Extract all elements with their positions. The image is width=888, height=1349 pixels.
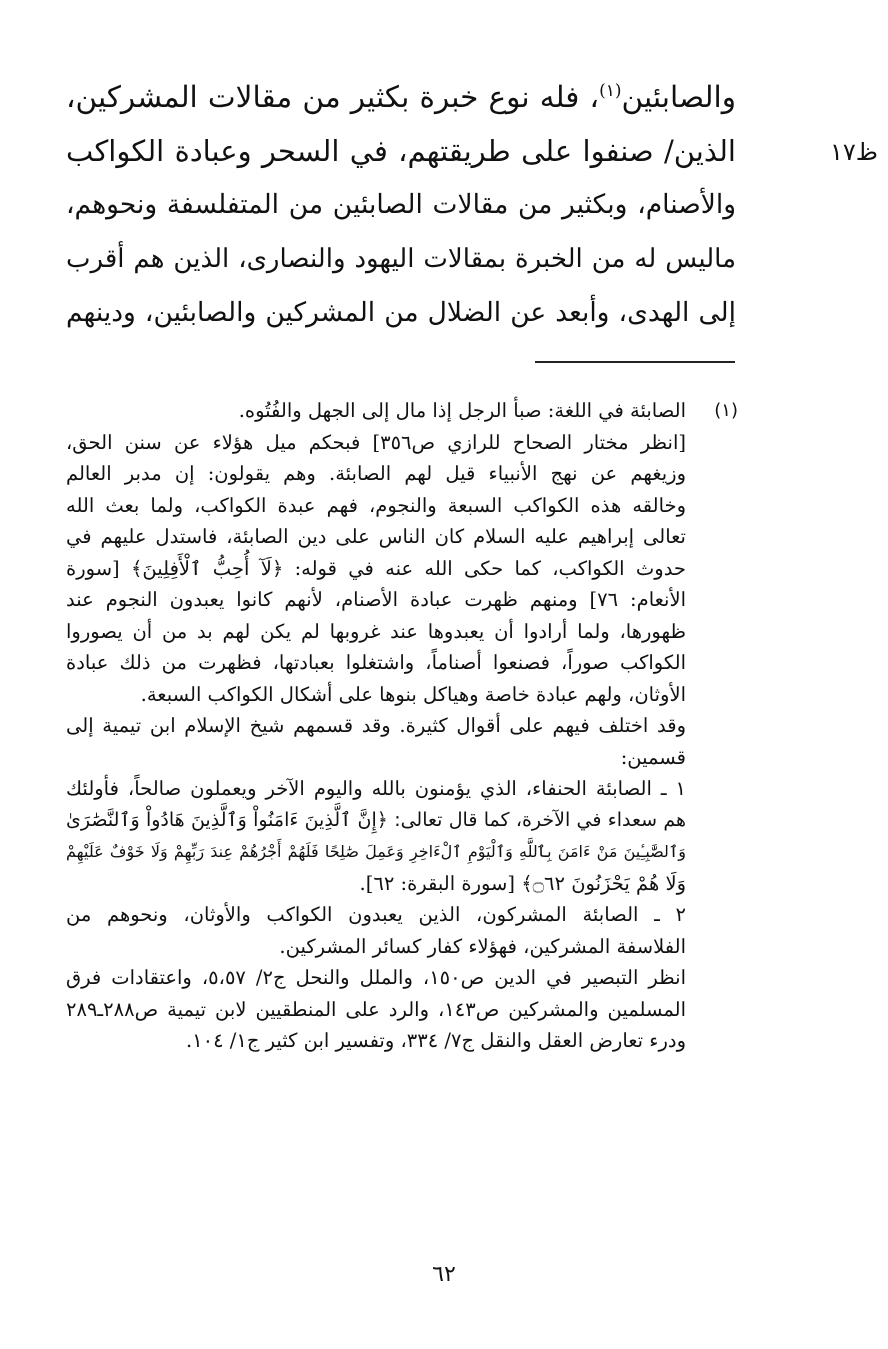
main-text-line-part: والصابئين bbox=[621, 80, 736, 114]
footnote-line: الكواكب صوراً، فصنعوا أصناماً، واشتغلوا بعبادتها، فظهرت من ذلك عبادة bbox=[66, 651, 686, 674]
footnote-line: الفلاسفة المشركين، فهؤلاء كفار كسائر المشركين. bbox=[279, 934, 686, 958]
footnote-line-quran: وَلَا هُمْ يَحْزَنُونَ ۝٦٢﴾ [سورة البقرة: ٦٢]. bbox=[359, 871, 686, 895]
footnote-line: وقد اختلف فيهم على أقوال كثيرة. وقد قسمهم شيخ الإسلام ابن تيمية إلى bbox=[66, 714, 686, 737]
main-text-line: إلى الهدى، وأبعد عن الضلال من المشركين والصابئين، ودينهم bbox=[66, 297, 736, 328]
footnote-line: وخالقه هذه الكواكب السبعة والنجوم، فهم عبدة الكواكب، ولما بعث الله bbox=[66, 493, 686, 517]
main-text-line: ماليس له من الخبرة بمقالات اليهود والنصارى، الذين هم أقرب bbox=[66, 244, 736, 274]
footnote-line: ١ ـ الصابئة الحنفاء، الذي يؤمنون بالله واليوم الآخر ويعملون صالحاً، فأولئك bbox=[66, 777, 686, 800]
footnote-line: المسلمين والمشركين ص١٤٣، والرد على المنطقيين لابن تيمية ص٢٨٨ـ٢٨٩ bbox=[66, 997, 686, 1021]
page-number: ٦٢ bbox=[432, 1262, 456, 1287]
footnote-block bbox=[66, 395, 736, 1057]
manuscript-folio-note: ظ١٧ bbox=[830, 138, 878, 166]
main-text-line: الذين/ صنفوا على طريقتهم، في السحر وعبادة الكواكب bbox=[66, 134, 736, 168]
footnote-body bbox=[66, 395, 686, 1057]
footnote-line-quran: هم سعداء في الآخرة، كما قال تعالى: ﴿إِنَّ ٱلَّذِينَ ءَامَنُواْ وَٱلَّذِينَ هَادُواْ وَٱلنَّصَٰرَىٰ bbox=[66, 808, 686, 831]
footnote-line: ودرء تعارض العقل والنقل ج٧/ ٣٣٤، وتفسير ابن كثير ج١/ ١٠٤. bbox=[185, 1029, 686, 1052]
main-text-block bbox=[66, 70, 736, 340]
footnote-line: انظر التبصير في الدين ص١٥٠، والملل والنحل ج٢/ ٥،٥٧، واعتقادات فرق bbox=[66, 966, 686, 989]
footnote-divider bbox=[535, 361, 735, 363]
footnote-line: الصابئة في اللغة: صبأ الرجل إذا مال إلى الجهل والفُتُوه. bbox=[238, 399, 686, 422]
main-text-line-part: ، فله نوع خبرة بكثير من مقالات المشركين، bbox=[66, 80, 600, 114]
footnote-line: حدوث الكواكب، كما حكى الله عنه في قوله: ﴿لَآ أُحِبُّ ٱلْأَفِلِينَ﴾ [سورة bbox=[66, 556, 686, 580]
footnote-line: ٢ ـ الصابئة المشركون، الذين يعبدون الكواكب والأوثان، ونحوهم من bbox=[66, 903, 686, 926]
footnote-marker: (١) bbox=[599, 81, 622, 102]
footnote-line: الأوثان، ولهم عبادة خاصة وهياكل بنوها على أشكال الكواكب السبعة. bbox=[140, 682, 686, 706]
footnote-line: تعالى إبراهيم عليه السلام كان الناس على دين الصابئة، فاستدل عليهم في bbox=[66, 525, 686, 548]
footnote-line: ظهورها، ولما أرادوا أن يعبدوها عند غروبها لم يكن لهم بد من أن يصوروا bbox=[66, 619, 686, 643]
footnote-line: قسمين: bbox=[620, 745, 686, 769]
footnote-number: (١) bbox=[714, 400, 738, 421]
footnote-line: [انظر مختار الصحاح للرازي ص٣٥٦] فبحكم ميل هؤلاء عن سنن الحق، bbox=[66, 430, 686, 454]
main-text-line: والأصنام، وبكثير من مقالات الصابئين من المتفلسفة ونحوهم، bbox=[66, 189, 736, 220]
footnote-line: وزيغهم عن نهج الأنبياء قيل لهم الصابئة. وهم يقولون: إن مدبر العالم bbox=[66, 462, 686, 485]
main-text-line bbox=[66, 70, 736, 124]
footnote-line-quran: وَٱلصَّٰبِـِٔينَ مَنْ ءَامَنَ بِٱللَّهِ وَٱلْيَوْمِ ٱلْءَاخِرِ وَعَمِلَ صَٰلِحًا فَلَهُمْ أَجْرُهُمْ عِندَ رَبِّهِمْ وَلَا خَوْفٌ عَلَيْهِمْ bbox=[66, 842, 686, 861]
footnote-line: الأنعام: ٧٦] ومنهم ظهرت عبادة الأصنام، لأنهم كانوا يعبدون النجوم عند bbox=[66, 588, 687, 611]
